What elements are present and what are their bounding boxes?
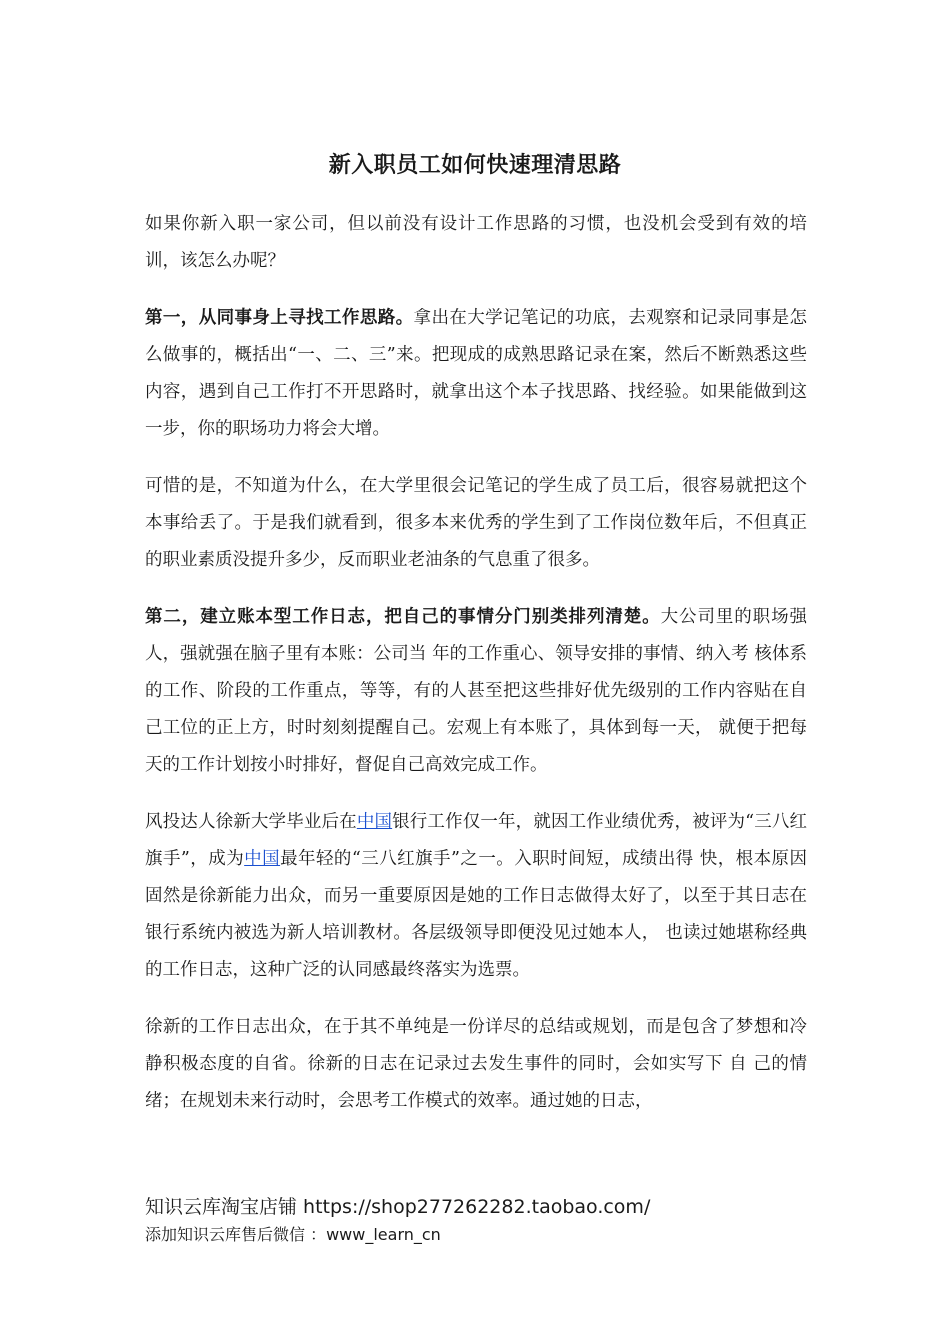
second-point-text: 大公司里的职场强人，强就强在脑子里有本账：公司当 年的工作重心、领导安排的事情、纳入考 核体系的工作、阶段的工作重点，等等，有的人甚至把这些排好优先级别的工作内容贴在自己工位的正上方，时时刻刻提醒自己。宏观上有本账了，具体到每一天， 就便于把每天的工作计划按小时排好，督促自己高效完成工作。 xyxy=(145,607,808,775)
story-text-c: 最年轻的“三八红旗手”之一。入职时间短，成绩出得 快，根本原因固然是徐新能力出众，而另一重要原因是她的工作日志做得太好了，以至于其日志在银行系统内被选为新人培训教材。各层级领导即便没见过她本人， 也读过她堪称经典的工作日志，这种广泛的认同感最终落实为选票。 xyxy=(145,849,807,980)
footer-wechat-line xyxy=(145,1222,845,1248)
paragraph-first-point xyxy=(145,300,807,448)
document-title: 新入职员工如何快速理清思路 xyxy=(328,152,622,178)
footer-wechat-id: www_learn_cn xyxy=(326,1225,441,1244)
document-body xyxy=(145,206,807,1140)
paragraph-xu-xin-story xyxy=(145,804,807,989)
footer xyxy=(145,1192,845,1248)
paragraph-regret: 可惜的是，不知道为什么，在大学里很会记笔记的学生成了员工后，很容易就把这个本事给丢了。于是我们就看到，很多本来优秀的学生到了工作岗位数年后，不但真正的职业素质没提升多少，反而职业老油条的气息重了很多。 xyxy=(145,476,807,570)
second-point-heading: 第二，建立账本型工作日志，把自己的事情分门别类排列清楚。 xyxy=(145,607,661,627)
paragraph-xu-xin-diary: 徐新的工作日志出众，在于其不单纯是一份详尽的总结或规划，而是包含了梦想和冷静积极态度的自省。徐新的日志在记录过去发生事件的同时，会如实写下 自 己的情绪；在规划未来行动时，会思考工作模式的效率。通过她的日志， xyxy=(145,1017,807,1111)
footer-wechat-label: 添加知识云库售后微信 ： xyxy=(145,1225,327,1244)
footer-shop-label: 知识云库淘宝店铺 xyxy=(145,1196,304,1218)
first-point-heading: 第一，从同事身上寻找工作思路。 xyxy=(145,308,414,328)
first-point-text: 拿出在大学记笔记的功底，去观察和记录同事是怎么做事的，概括出“一、二、三”来。把现成的成熟思路记录在案，然后不断熟悉这些内容，遇到自己工作打不开思路时，就拿出这个本子找思路、找经验。如果能做到这一步，你的职场功力将会大增。 xyxy=(145,308,808,439)
china-link-2[interactable]: 中国 xyxy=(244,849,281,869)
paragraph-second-point xyxy=(145,599,807,784)
footer-shop-line xyxy=(145,1192,845,1222)
paragraph-intro: 如果你新入职一家公司，但以前没有设计工作思路的习惯，也没机会受到有效的培训，该怎么办呢？ xyxy=(145,214,807,271)
footer-shop-url: https://shop277262282.taobao.com/ xyxy=(303,1196,651,1218)
story-text-b: 银行工作仅一年，就因工作业绩优秀，被评为“三八红旗手”，成为 xyxy=(145,812,808,869)
story-text-a: 风投达人徐新大学毕业后在 xyxy=(145,812,357,832)
china-link-1[interactable]: 中国 xyxy=(356,812,393,832)
